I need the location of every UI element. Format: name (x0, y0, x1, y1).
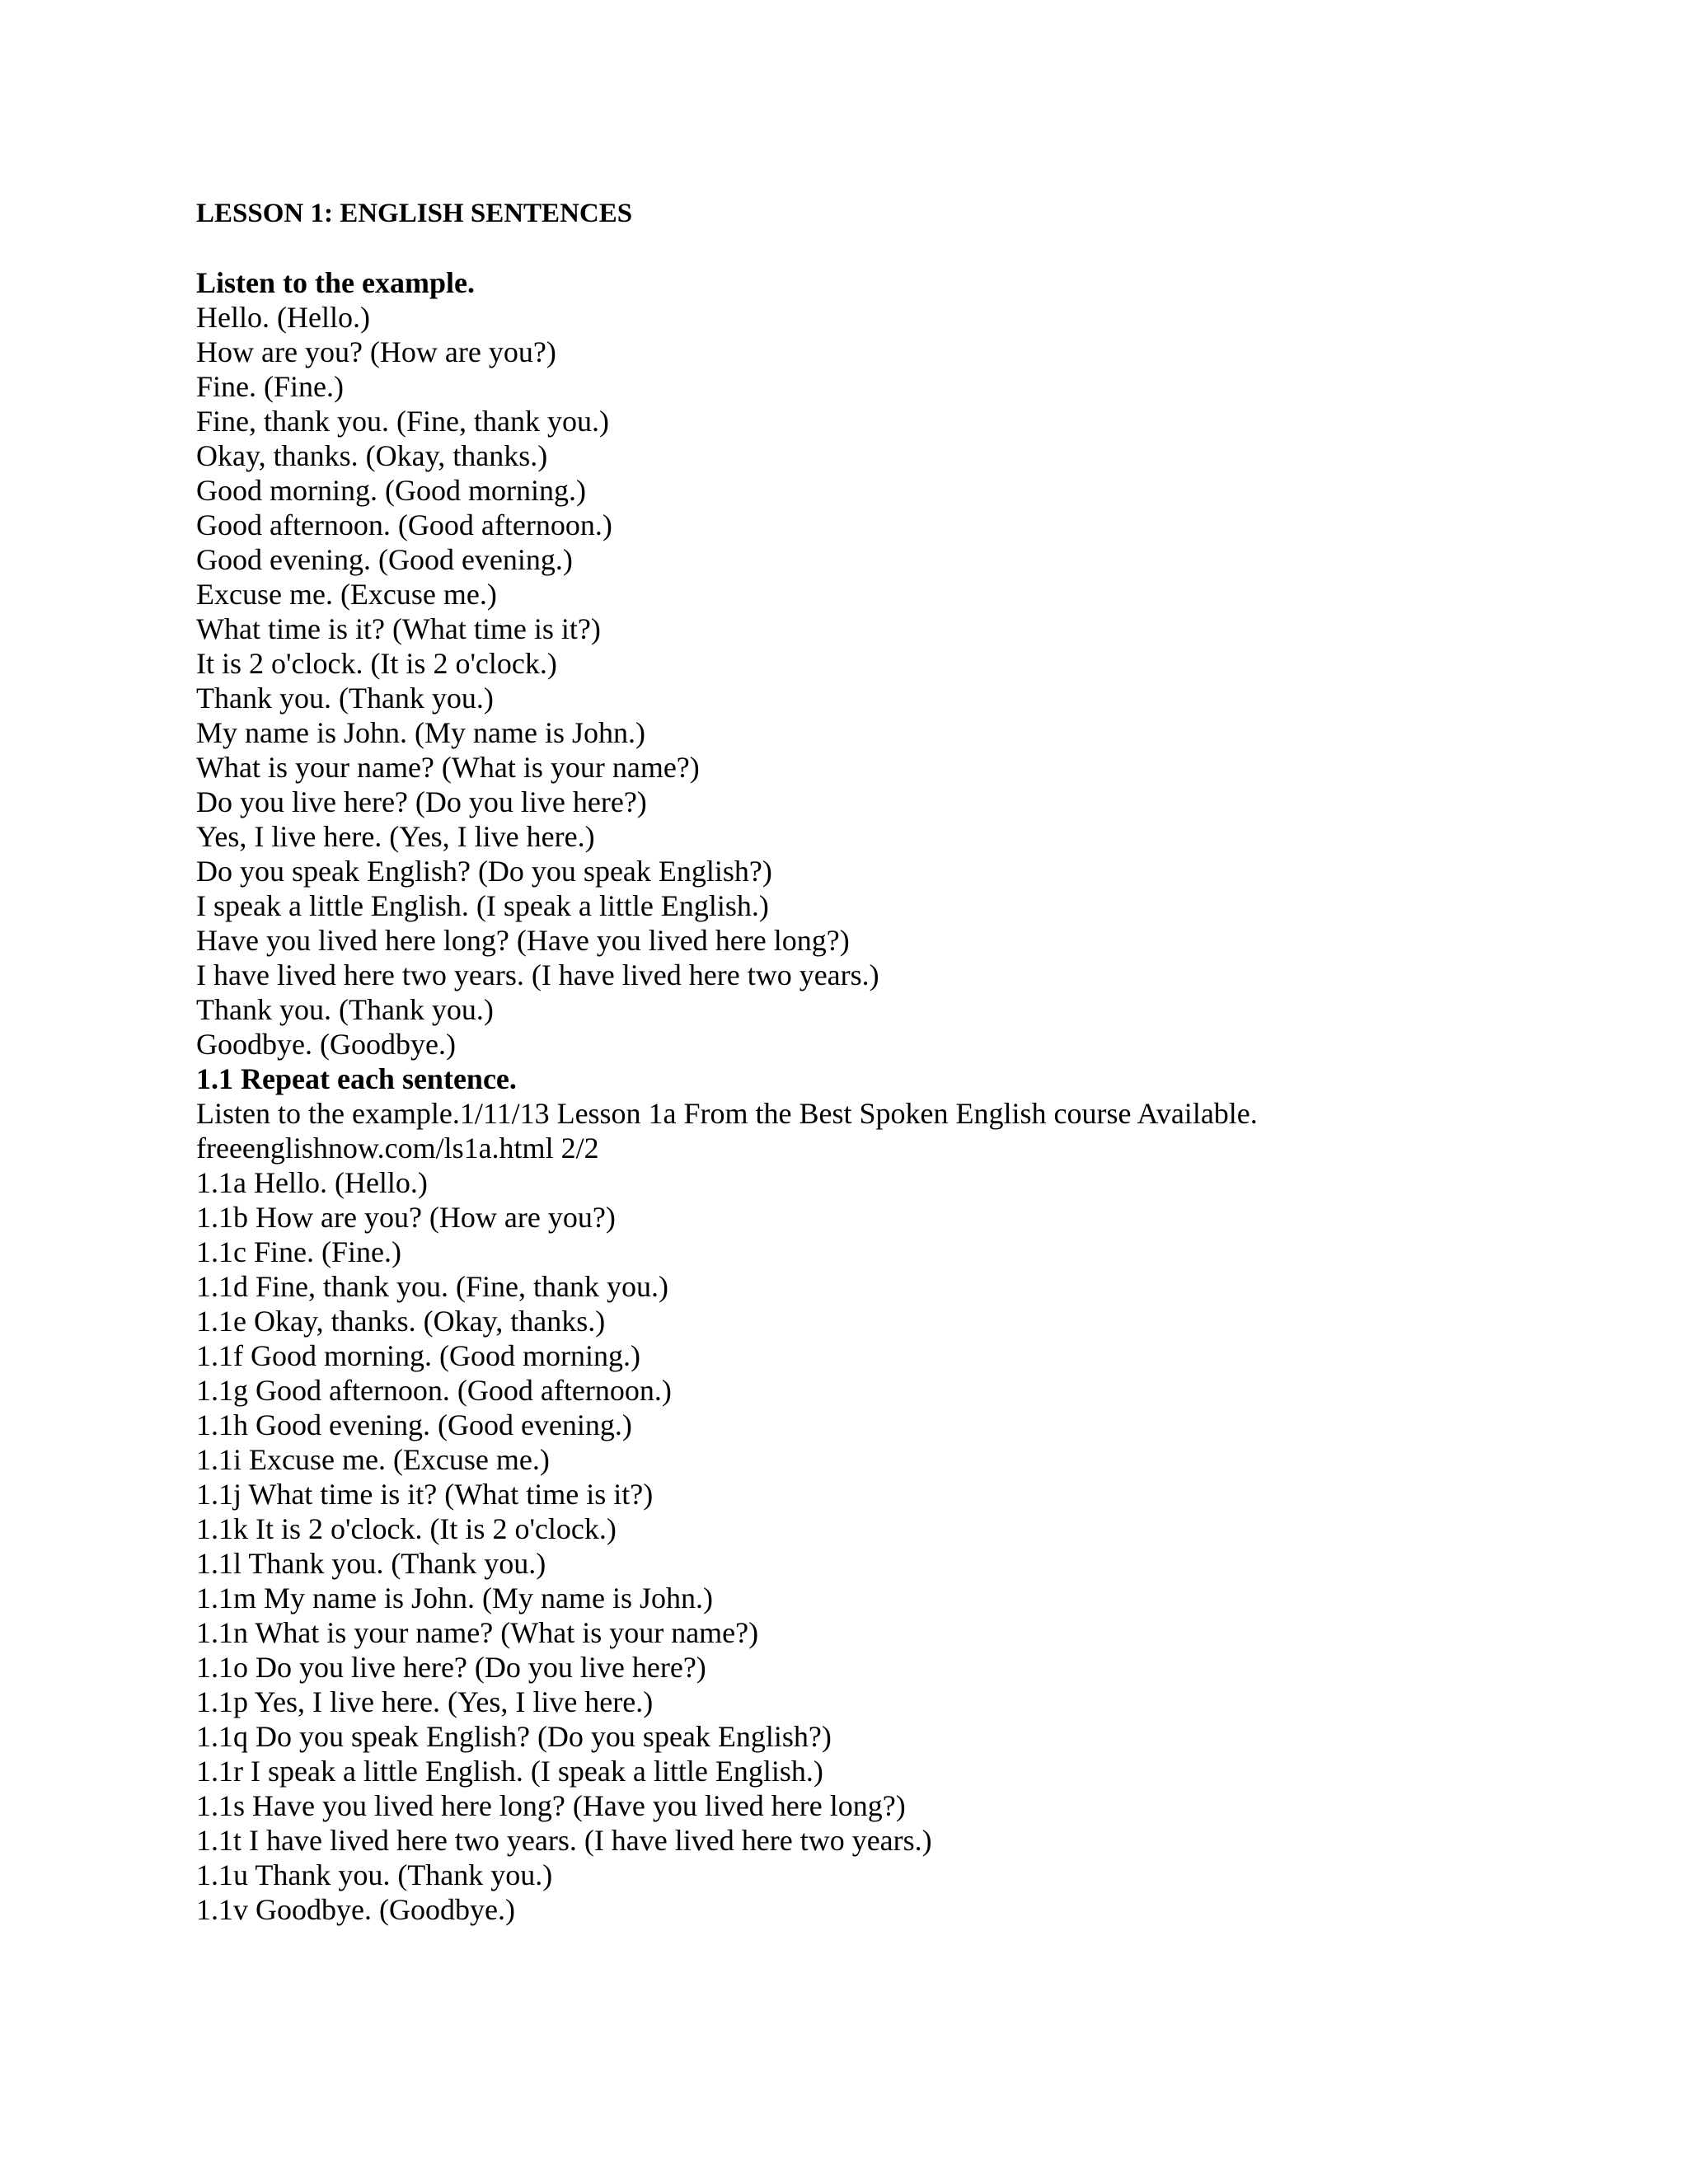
example-line: Good morning. (Good morning.) (196, 474, 586, 507)
example-line: I have lived here two years. (I have lived here two years.) (196, 958, 879, 991)
repeat-line: 1.1a Hello. (Hello.) (196, 1166, 428, 1199)
repeat-line: 1.1l Thank you. (Thank you.) (196, 1547, 546, 1580)
example-line: How are you? (How are you?) (196, 335, 556, 368)
example-line: Good afternoon. (Good afternoon.) (196, 509, 612, 541)
example-line: Yes, I live here. (Yes, I live here.) (196, 820, 595, 853)
example-line: Goodbye. (Goodbye.) (196, 1028, 456, 1061)
example-line: Thank you. (Thank you.) (196, 993, 494, 1026)
example-line: Good evening. (Good evening.) (196, 543, 573, 576)
repeat-line: 1.1n What is your name? (What is your name?) (196, 1616, 759, 1649)
repeat-line: 1.1h Good evening. (Good evening.) (196, 1408, 632, 1441)
example-line: Do you live here? (Do you live here?) (196, 785, 647, 818)
example-line: My name is John. (My name is John.) (196, 716, 645, 749)
example-line: I speak a little English. (I speak a little English.) (196, 889, 769, 922)
repeat-line: 1.1e Okay, thanks. (Okay, thanks.) (196, 1305, 606, 1338)
repeat-line: 1.1m My name is John. (My name is John.) (196, 1582, 713, 1615)
example-lines (196, 300, 1597, 1062)
repeat-line: 1.1p Yes, I live here. (Yes, I live here.) (196, 1685, 654, 1718)
repeat-line: 1.1i Excuse me. (Excuse me.) (196, 1443, 550, 1476)
repeat-line: 1.1b How are you? (How are you?) (196, 1201, 616, 1234)
repeat-line: 1.1f Good morning. (Good morning.) (196, 1339, 640, 1372)
example-line: Do you speak English? (Do you speak English?) (196, 855, 772, 888)
repeat-line: 1.1q Do you speak English? (Do you speak English?) (196, 1720, 832, 1753)
repeat-line: 1.1r I speak a little English. (I speak a little English.) (196, 1755, 823, 1788)
repeat-line: 1.1k It is 2 o'clock. (It is 2 o'clock.) (196, 1512, 617, 1545)
example-line: Excuse me. (Excuse me.) (196, 578, 497, 611)
document-page (196, 196, 1597, 1927)
example-line: Okay, thanks. (Okay, thanks.) (196, 439, 548, 472)
example-line: It is 2 o'clock. (It is 2 o'clock.) (196, 647, 557, 680)
example-line: Fine. (Fine.) (196, 370, 344, 403)
repeat-intro-line: Listen to the example.1/11/13 Lesson 1a From the Best Spoken English course Available. (196, 1097, 1258, 1130)
example-line: Have you lived here long? (Have you lived here long?) (196, 924, 850, 957)
repeat-line: 1.1t I have lived here two years. (I have lived here two years.) (196, 1824, 932, 1857)
repeat-line: 1.1v Goodbye. (Goodbye.) (196, 1893, 515, 1926)
spacer (196, 231, 1597, 265)
repeat-line: 1.1o Do you live here? (Do you live here?) (196, 1651, 706, 1684)
repeat-line: 1.1j What time is it? (What time is it?) (196, 1478, 654, 1511)
example-line: Hello. (Hello.) (196, 301, 370, 334)
example-heading: Listen to the example. (196, 266, 475, 299)
repeat-line: 1.1d Fine, thank you. (Fine, thank you.) (196, 1270, 668, 1303)
repeat-lines (196, 1165, 1597, 1927)
repeat-intro-url: freeenglishnow.com/ls1a.html 2/2 (196, 1132, 599, 1165)
repeat-line: 1.1c Fine. (Fine.) (196, 1235, 401, 1268)
example-line: Thank you. (Thank you.) (196, 682, 494, 715)
example-line: What time is it? (What time is it?) (196, 612, 601, 645)
example-line: What is your name? (What is your name?) (196, 751, 700, 784)
repeat-line: 1.1s Have you lived here long? (Have you lived here long?) (196, 1789, 906, 1822)
repeat-line: 1.1u Thank you. (Thank you.) (196, 1858, 553, 1891)
page-title: LESSON 1: ENGLISH SENTENCES (196, 199, 633, 228)
example-line: Fine, thank you. (Fine, thank you.) (196, 405, 609, 438)
repeat-heading: 1.1 Repeat each sentence. (196, 1062, 517, 1095)
repeat-line: 1.1g Good afternoon. (Good afternoon.) (196, 1374, 672, 1407)
